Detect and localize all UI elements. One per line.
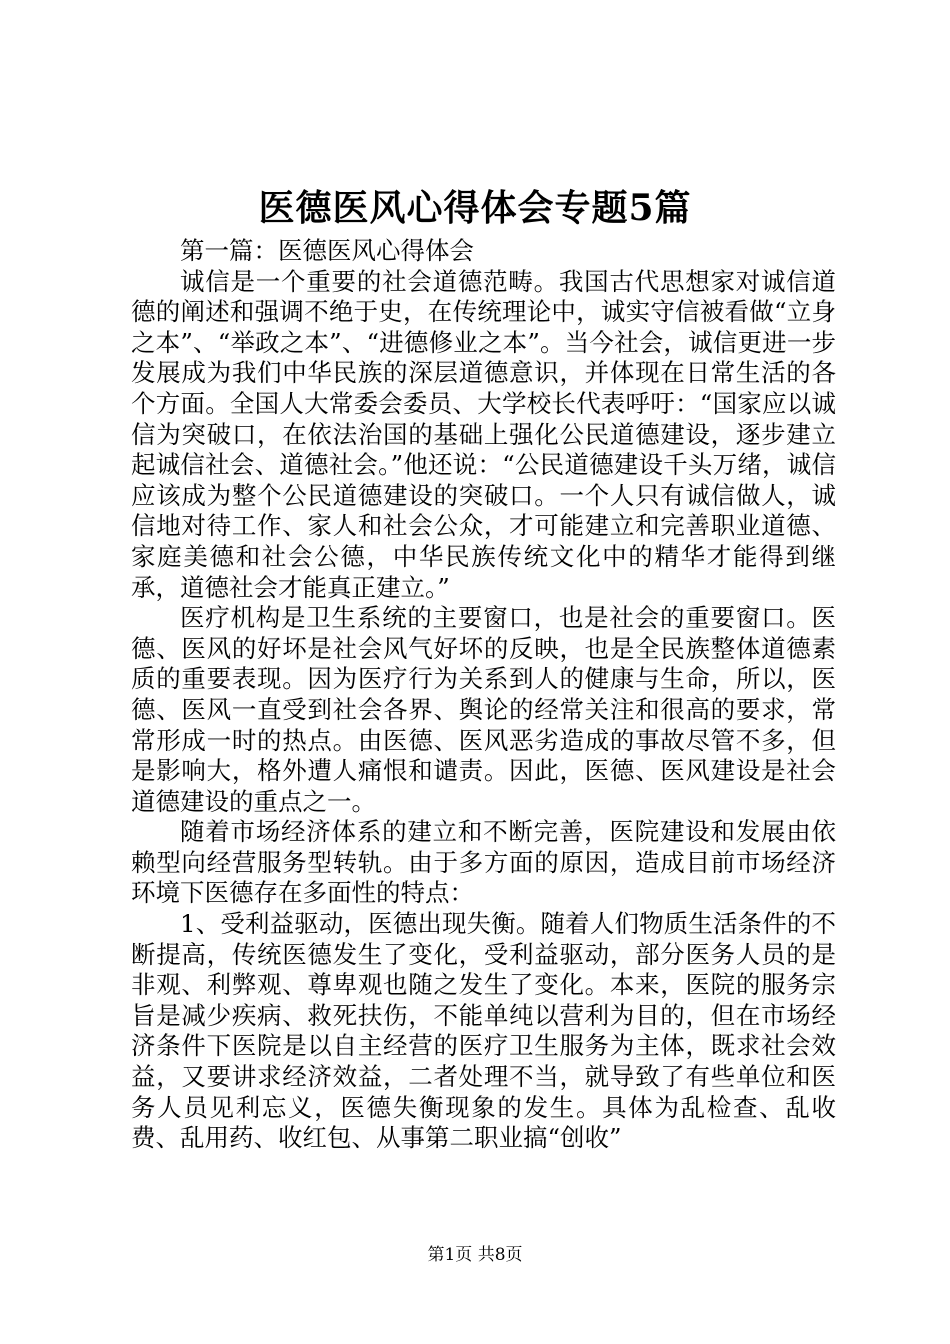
document-body	[131, 236, 836, 1154]
document-title: 医德医风心得体会专题5篇	[258, 187, 692, 229]
paragraph: 随着市场经济体系的建立和不断完善，医院建设和发展由依赖型向经营服务型转轨。由于多方面的原因，造成目前市场经济环境下医德存在多面性的特点：	[131, 817, 836, 908]
paragraph: 1、受利益驱动，医德出现失衡。随着人们物质生活条件的不断提高，传统医德发生了变化，受利益驱动，部分医务人员的是非观、利弊观、尊卑观也随之发生了变化。本来，医院的服务宗旨是减少疾病、救死扶伤，不能单纯以营利为目的，但在市场经济条件下医院是以自主经营的医疗卫生服务为主体，既求社会效益，又要讲求经济效益，二者处理不当，就导致了有些单位和医务人员见利忘义，医德失衡现象的发生。具体为乱检查、乱收费、乱用药、收红包、从事第二职业搞“创收”	[131, 909, 836, 1153]
page-number-footer: 第1页 共8页	[427, 1245, 523, 1265]
paragraph: 医疗机构是卫生系统的主要窗口，也是社会的重要窗口。医德、医风的好坏是社会风气好坏的反映，也是全民族整体道德素质的重要表现。因为医疗行为关系到人的健康与生命，所以，医德、医风一直受到社会各界、舆论的经常关注和很高的要求，常常形成一时的热点。由医德、医风恶劣造成的事故尽管不多，但是影响大，格外遭人痛恨和谴责。因此，医德、医风建设是社会道德建设的重点之一。	[131, 603, 836, 816]
paragraph: 诚信是一个重要的社会道德范畴。我国古代思想家对诚信道德的阐述和强调不绝于史，在传统理论中，诚实守信被看做“立身之本”、“举政之本”、“进德修业之本”。当今社会，诚信更进一步发展成为我们中华民族的深层道德意识，并体现在日常生活的各个方面。全国人大常委会委员、大学校长代表呼吁：“国家应以诚信为突破口，在依法治国的基础上强化公民道德建设，逐步建立起诚信社会、道德社会。”他还说：“公民道德建设千头万绪，诚信应该成为整个公民道德建设的突破口。一个人只有诚信做人，诚信地对待工作、家人和社会公众，才可能建立和完善职业道德、家庭美德和社会公德，中华民族传统文化中的精华才能得到继承，道德社会才能真正建立。”	[131, 266, 836, 602]
section-heading: 第一篇：医德医风心得体会	[180, 236, 474, 265]
